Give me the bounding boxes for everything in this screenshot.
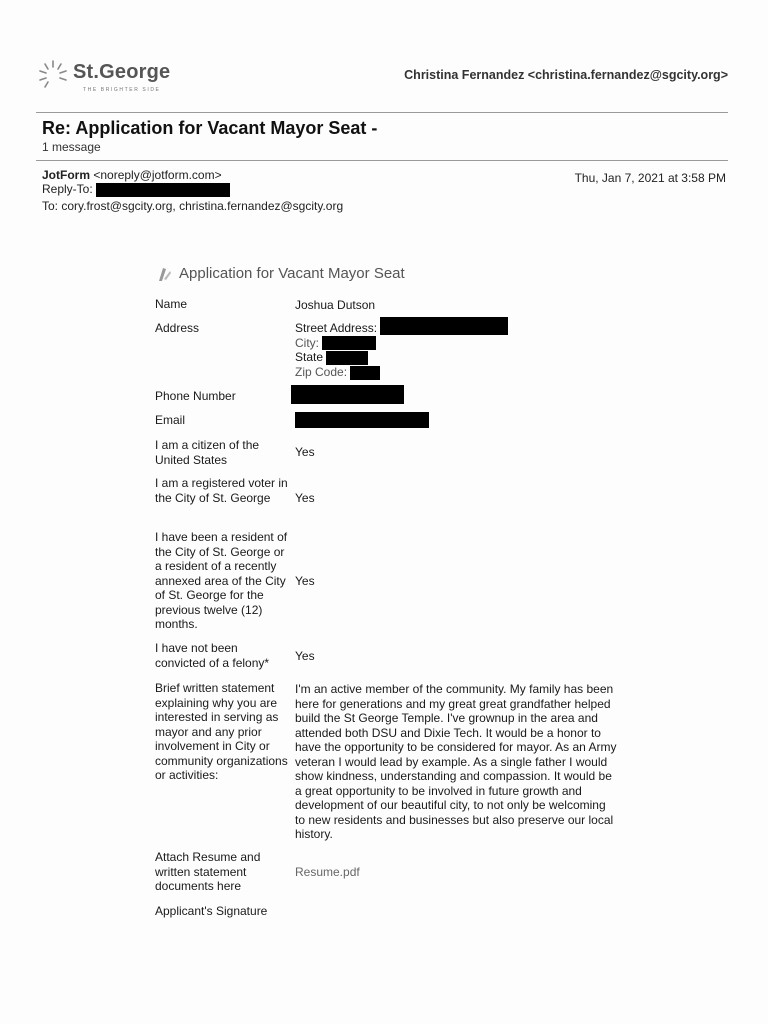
citizen-value: Yes: [295, 445, 315, 459]
phone-label: Phone Number: [155, 389, 236, 403]
state-line: [295, 350, 508, 365]
redaction-bar: [291, 385, 404, 404]
resident-label: I have been a resident of the City of St. George or a resident of a recently annexed area of the City of St. George for the previous twelve (12) months.: [155, 530, 288, 631]
reply-to-line: [42, 182, 230, 197]
form-title: Application for Vacant Mayor Seat: [179, 265, 405, 282]
street-line: [295, 321, 508, 336]
name-value: Joshua Dutson: [295, 298, 376, 312]
redaction-bar: [380, 317, 508, 335]
redaction-bar: [96, 183, 230, 197]
address-value: [295, 321, 508, 380]
mailbox-owner: Christina Fernandez <christina.fernandez@sgcity.org>: [404, 68, 728, 82]
name-label: Name: [155, 297, 188, 311]
city-line: [295, 336, 508, 351]
email-subject: Re: Application for Vacant Mayor Seat -: [42, 118, 378, 138]
email-label: Email: [155, 413, 186, 427]
header-divider: [36, 112, 728, 113]
sender-address[interactable]: <noreply@jotform.com>: [93, 168, 222, 182]
redaction-bar: [350, 366, 380, 380]
citizen-label: I am a citizen of the United States: [155, 438, 260, 467]
to-line: To: cory.frost@sgcity.org, christina.fernandez@sgcity.org: [42, 199, 344, 213]
statement-label: Brief written statement explaining why you are interested in serving as mayor and any prior involvement in City or community organizations or activities:: [155, 681, 288, 782]
sunburst-logo-icon: [36, 58, 70, 92]
jotform-pencil-icon: [157, 266, 173, 282]
zip-line: [295, 365, 508, 380]
voter-label: I am a registered voter in the City of St. George: [155, 476, 288, 505]
redaction-bar: [326, 351, 368, 365]
resident-value: Yes: [295, 574, 315, 588]
st-george-logo: [36, 58, 186, 98]
voter-value: Yes: [295, 491, 315, 505]
from-line: [42, 168, 222, 182]
message-count: 1 message: [42, 140, 101, 154]
resume-label: Attach Resume and written statement documents here: [155, 850, 261, 893]
logo-wordmark: St.George: [73, 61, 171, 83]
logo-tagline: THE BRIGHTER SIDE: [83, 87, 161, 93]
zip-label: Zip Code:: [295, 365, 348, 380]
street-label: Street Address:: [295, 321, 378, 335]
reply-to-label: Reply-To:: [42, 182, 93, 196]
resume-link[interactable]: Resume.pdf: [295, 865, 360, 879]
state-label: State: [295, 350, 324, 365]
address-label: Address: [155, 321, 200, 335]
felony-value: Yes: [295, 649, 315, 663]
city-label: City:: [295, 335, 319, 350]
redaction-bar: [322, 336, 376, 350]
redaction-bar: [295, 412, 429, 428]
thread-divider: [36, 160, 728, 161]
message-date: Thu, Jan 7, 2021 at 3:58 PM: [574, 171, 726, 185]
signature-label: Applicant's Signature: [155, 904, 268, 918]
felony-label: I have not been convicted of a felony*: [155, 641, 270, 670]
sender-name: JotForm: [42, 168, 90, 182]
statement-value: I'm an active member of the community. My family has been here for generations and my great great grandfather helped build the St George Temple. I've grownup in the area and attended both DSU and Dixie Tech. It would be a honor to have the opportunity to be considered for mayor. As an Army veteran I would lead by example. As a single father I would show kindness, understanding and compassion. It would be a great opportunity to be involved in future growth and development of our beautiful city, to not only be welcoming to new residents and businesses but also preserve our local history.: [295, 682, 617, 841]
